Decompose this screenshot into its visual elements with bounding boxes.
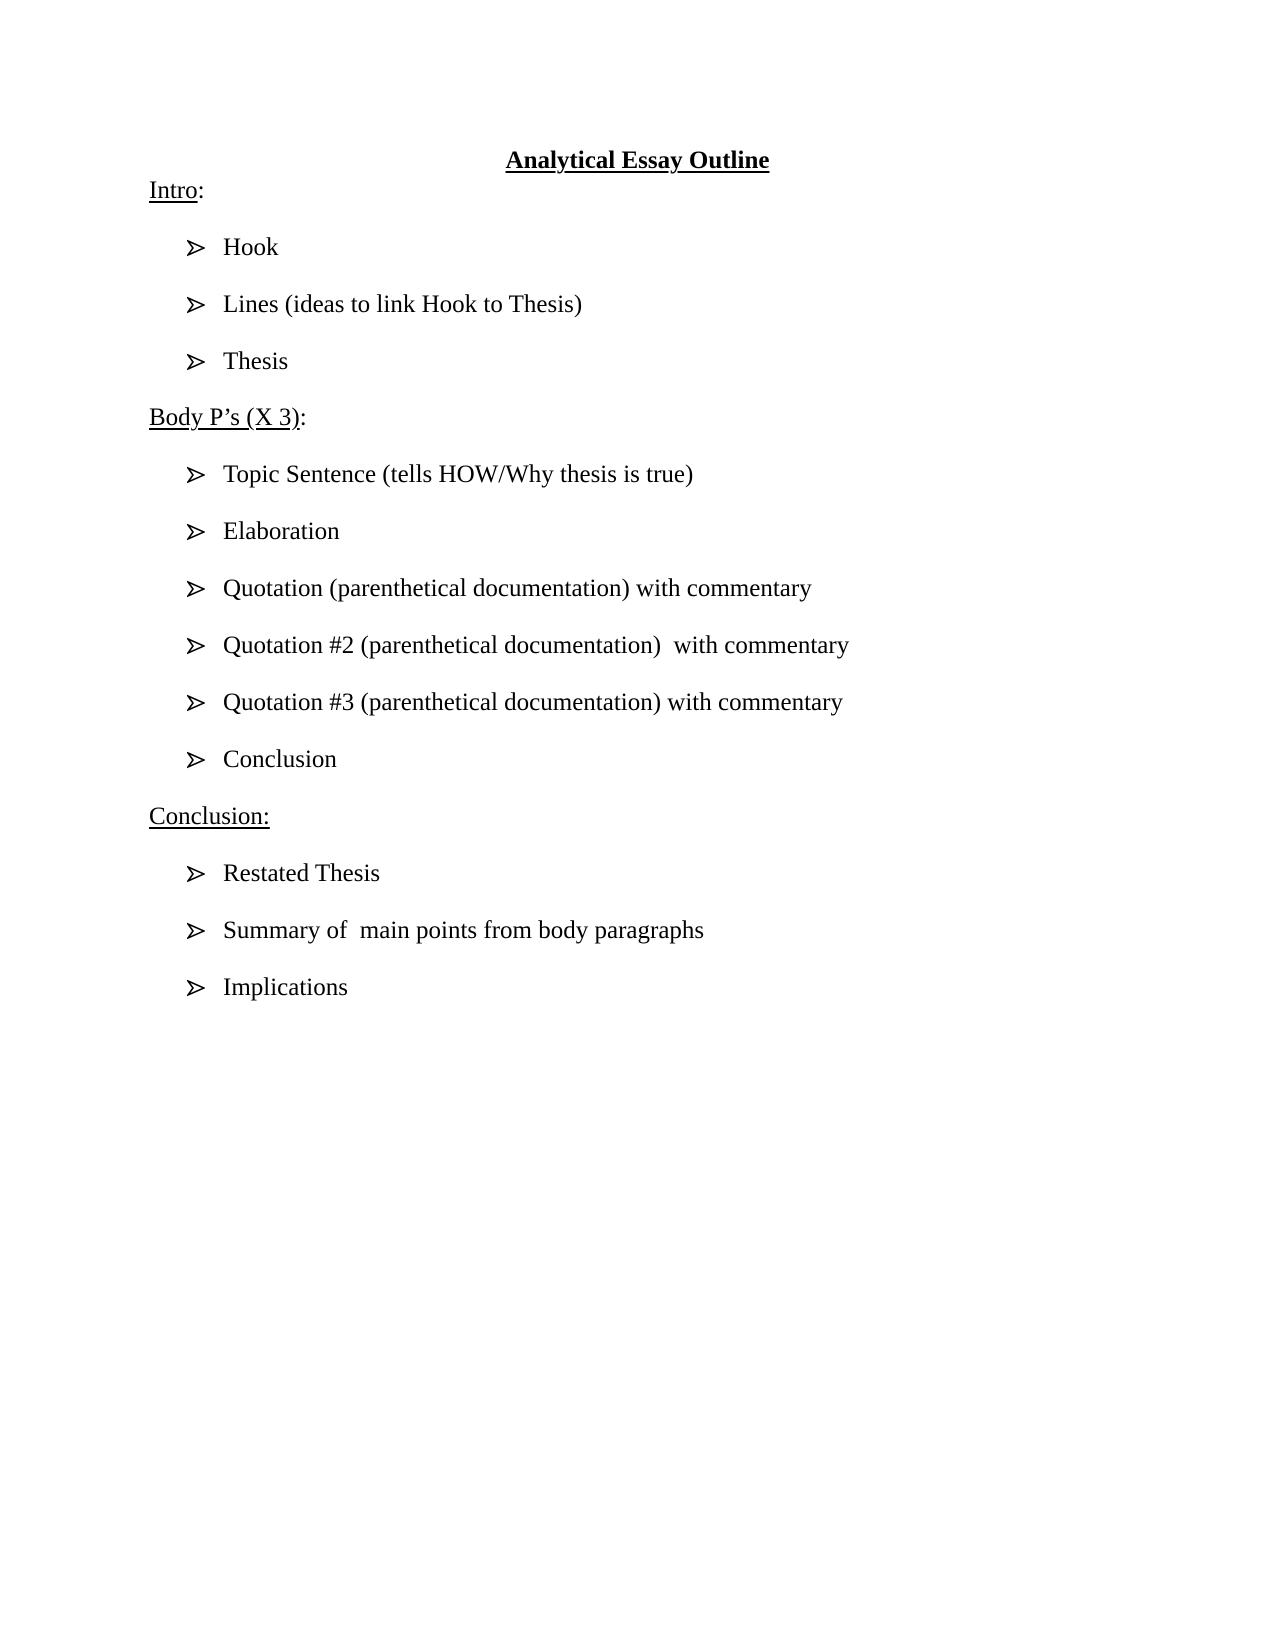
list-item: Quotation #2 (parenthetical documentation) with commentary	[187, 631, 212, 661]
list-item: Implications	[187, 973, 212, 1003]
arrowhead-bullet-icon	[187, 637, 205, 655]
list-item: Quotation (parenthetical documentation) with commentary	[187, 574, 212, 604]
arrowhead-bullet-icon	[187, 523, 205, 541]
arrowhead-bullet-icon	[187, 239, 205, 257]
arrowhead-bullet-icon	[187, 694, 205, 712]
arrowhead-bullet-icon	[187, 466, 205, 484]
list-item: Thesis	[187, 347, 212, 377]
arrowhead-bullet-icon	[187, 979, 205, 997]
arrowhead-bullet-icon	[187, 353, 205, 371]
arrowhead-bullet-icon	[187, 751, 205, 769]
arrowhead-bullet-icon	[187, 296, 205, 314]
list-item: Restated Thesis	[187, 859, 212, 889]
list-item: Summary of main points from body paragraphs	[187, 916, 212, 946]
arrowhead-bullet-icon	[187, 922, 205, 940]
section-heading-body: Body P’s (X 3):	[149, 404, 307, 431]
document-title: Analytical Essay Outline	[505, 147, 770, 174]
list-item: Hook	[187, 233, 212, 263]
list-item: Elaboration	[187, 517, 212, 547]
list-item: Conclusion	[187, 745, 212, 775]
arrowhead-bullet-icon	[187, 580, 205, 598]
section-heading-conclusion: Conclusion:	[149, 803, 270, 830]
list-item: Quotation #3 (parenthetical documentation) with commentary	[187, 688, 212, 718]
section-heading-intro: Intro:	[149, 177, 205, 204]
list-item: Lines (ideas to link Hook to Thesis)	[187, 290, 212, 320]
arrowhead-bullet-icon	[187, 865, 205, 883]
list-item: Topic Sentence (tells HOW/Why thesis is true)	[187, 460, 212, 490]
